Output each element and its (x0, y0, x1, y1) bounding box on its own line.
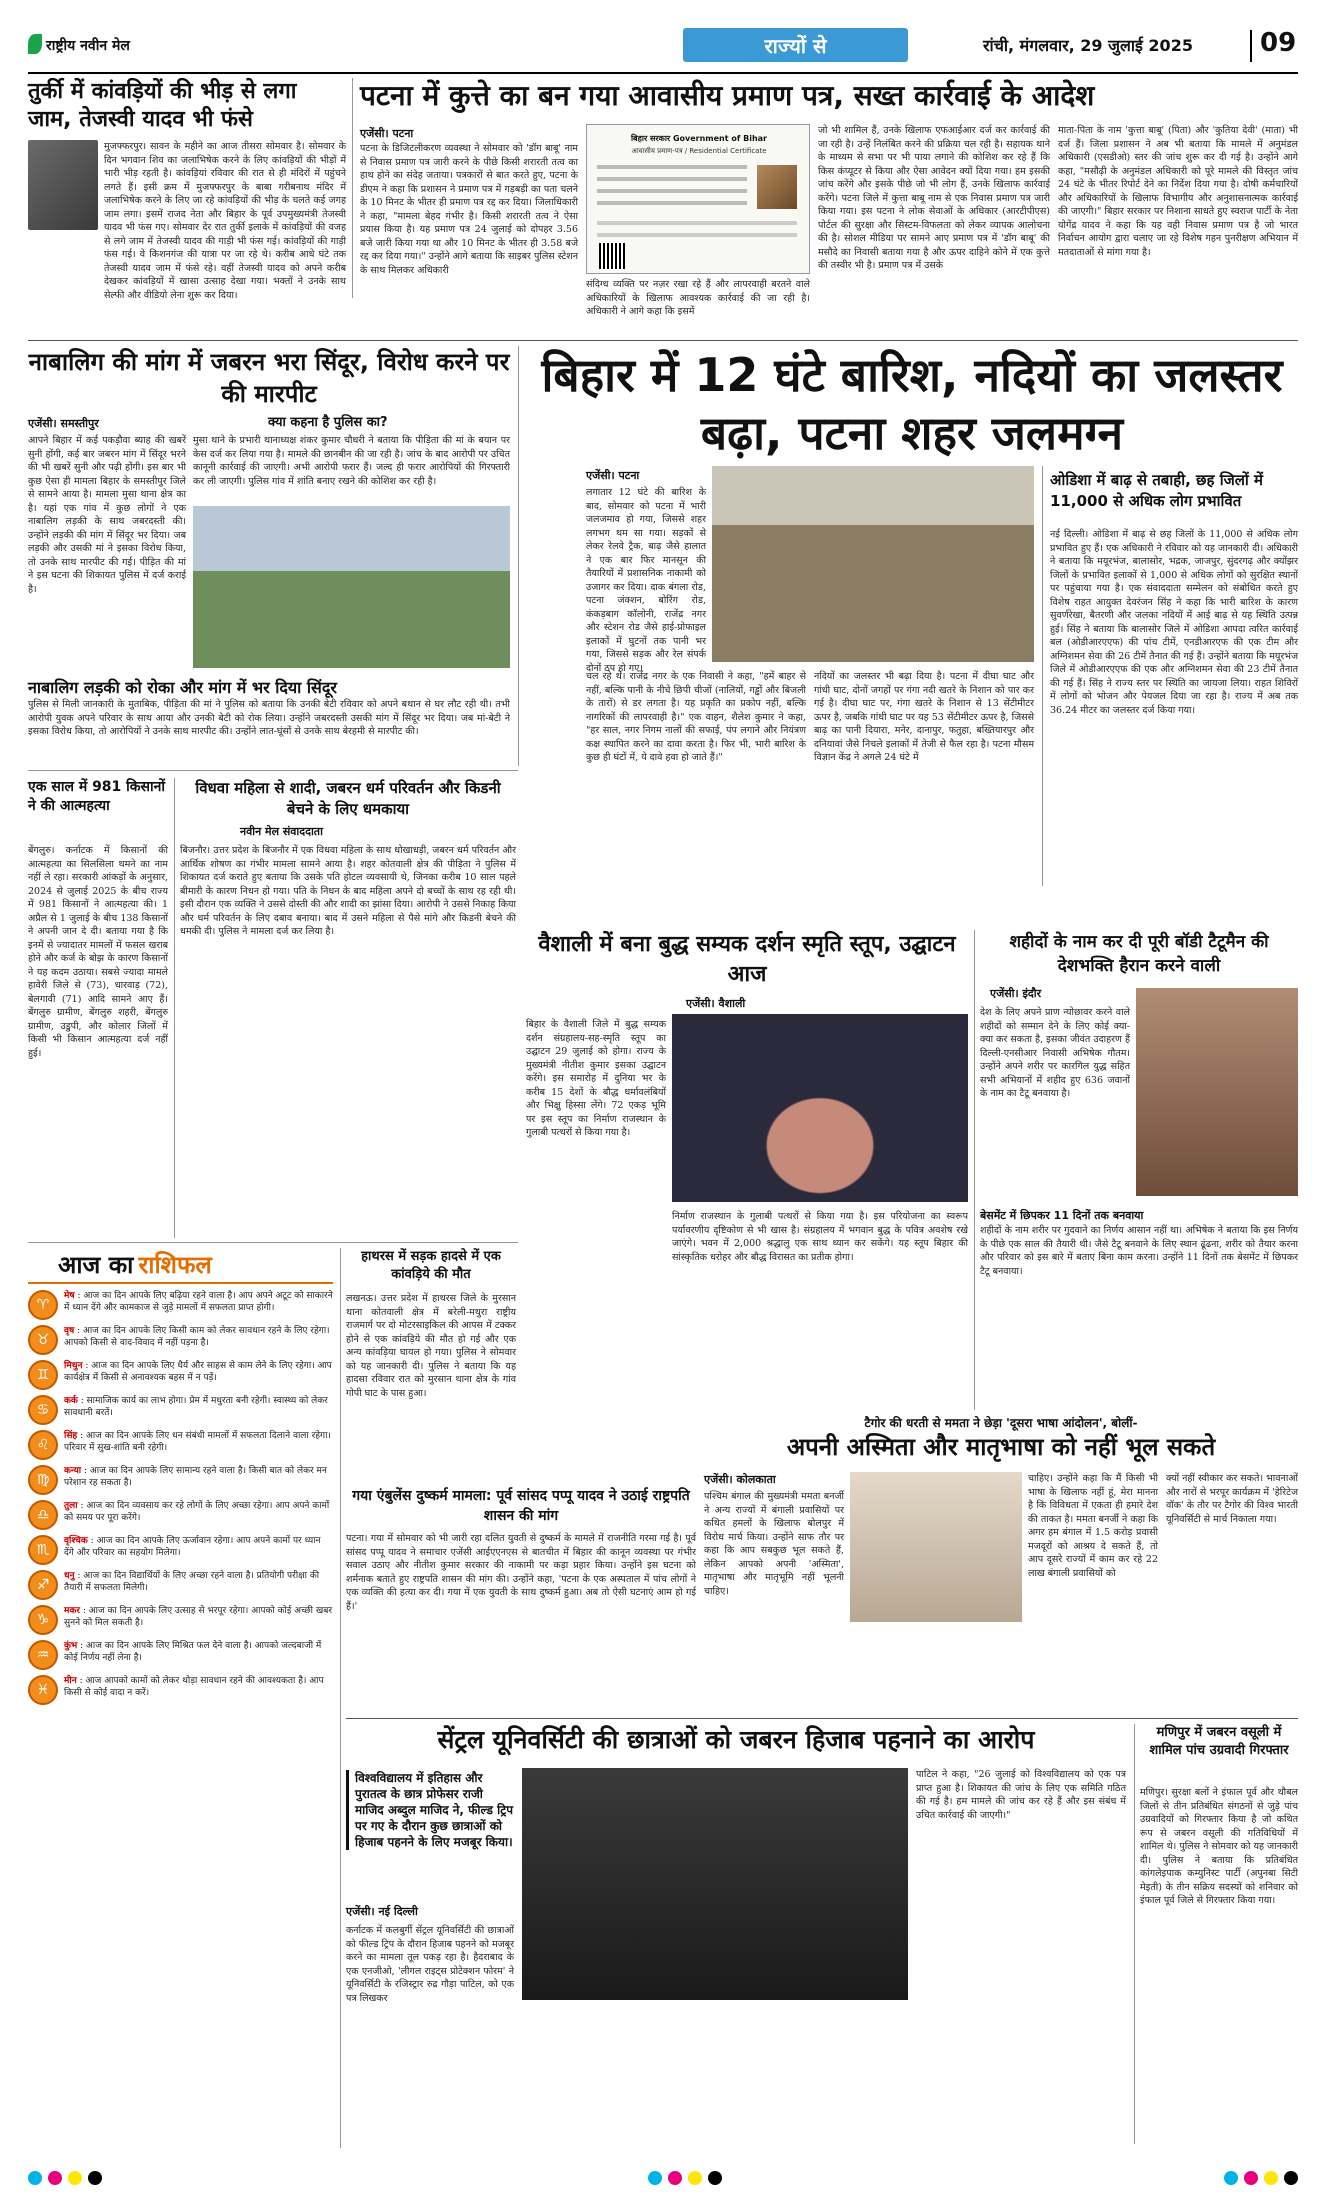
brand-name: राष्ट्रीय नवीन मेल (46, 38, 130, 54)
article-bihar-rain (526, 346, 1298, 926)
article-body: पटना। गया में सोमवार को भी जारी रहा दलित युवती से दुष्कर्म के मामले में राजनीति गरमा गई है। पूर्व सांसद पप्पू यादव ने समाचार एजेंसी आईएएनएस से बातचीत में बिहार की कानून व्यवस्था पर गंभीर सवाल उठाए और नीतीश कुमार सरकार की नाकामी पर कड़ा प्रहार किया। उन्होंने इस घटना को शर्मनाक बताते हुए राष्ट्रपति शासन की मांग की। उन्होंने कहा, 'पटना के एक अस्पताल में पांच लोगों ने एक व्यक्ति की हत्या कर दी। गया में एक युवती के साथ दुष्कर्म हुआ। अब तो ऐसी घटनाएं आम हो गई हैं।' (346, 1533, 696, 1612)
side-body: नई दिल्ली। ओडिशा में बाढ़ से छह जिलों के 11,000 से अधिक लोग प्रभावित हुए हैं। एक अधिकारी ने रविवार को यह जानकारी दी। अधिकारी ने बताया कि मयूरभंज, बालासोर, भद्रक, जाजपुर, सुंदरगढ़ और क्योंझर जिलों के प्रभावित इलाकों से 1,000 से अधिक लोगों को सुरक्षित स्थानों पर पहुंचाया गया है। एक संवाददाता सम्मेलन को संबोधित करते हुए विशेष राहत आयुक्त देवरंजन सिंह ने कहा कि भारी बारिश के कारण सुवर्णरेखा, बैतरणी और जलका नदियों में आई बाढ़ से यह स्थिति उत्पन्न हुई। सिंह ने बताया कि बालासोर जिले में ओडिशा आपदा त्वरित कार्रवाई बल (ओडीआरएएफ) की पांच टीमें, एनडीआरएफ की एक टीम और अग्निशमन सेवा की 26 टीमें तैनात की गई हैं। उन्होंने बताया कि मयूरभंज जिले में ओडीआरएएफ की एक और अग्निशमन सेवा की 23 टीमें तैनात की गई हैं। सिंह ने राज्य स्तर पर स्थिति का जायजा लिया। राहत शिविरों में लोगों को भोजन और पेयजल दिया जा रहा है। राज्य में अब तक 36.24 मीटर का जलस्तर दर्ज किया गया। (1050, 529, 1298, 716)
hijab-photo (522, 1768, 908, 2000)
article-body: मुजफ्फरपुर। सावन के महीने का आज तीसरा सोमवार है। सोमवार के दिन भगवान शिव का जलाभिषेक करने के लिए कांवड़ियों की भीड़ों में भारी भीड़ रहती है। कांवड़ियां रविवार की रात से ही मंदिरों में पहुंचने लगते हैं। इसी क्रम में मुजफ्फरपुर के बाबा गरीबनाथ मंदिर में जलाभिषेक करने के लिए जा रहे कांवड़ियों की भीड़ के चलते कई जगह जाम लगा। इसमें राजद नेता और बिहार के पूर्व उपमुख्यमंत्री तेजस्वी यादव भी फंस गए। सोमवार देर रात तुर्की इलाके में कांवड़ियों की वजह से लगे जाम में तेजस्वी यादव की गाड़ी भी फंस गई। कांवड़ियों की गाड़ी फंस गई। वे किशनगंज की यात्रा पर जा रहे थे। करीब आधे घंटे तक तेजस्वी यादव जाम में फंसे रहे। वहीं तेजस्वी यादव को अपने करीब देखकर कांवड़ियों में खासा उत्साह देखा गया। भक्तों ने उनके साथ सेल्फी और वीडियो लेना शुरू कर दिया। (104, 141, 346, 301)
zodiac-name: मीन (64, 1676, 77, 1686)
horoscope-text: तुला : आज का दिन व्यवसाय कर रहे लोगों के लिए अच्छा रहेगा। आप अपने कामों को समय पर पूरा करेंगे। (64, 1501, 330, 1523)
horoscope-item (28, 1570, 333, 1600)
horoscope-text: कन्या : आज का दिन आपके लिए सामान्य रहने वाला है। किसी बात को लेकर मन परेशान रह सकता है। (64, 1466, 327, 1488)
pull-quote: विश्वविद्यालय में इतिहास और पुरातत्व के छात्र प्रोफेसर राजी माजिद अब्दुल माजिद ने, फील्ड ट्रिप पर गए के दौरान कुछ छात्राओं को हिजाब पहनने के लिए मजबूर किया। (346, 1770, 514, 1850)
qr-code-icon (599, 243, 625, 269)
masthead (28, 22, 1298, 70)
article-dog-certificate (360, 78, 1298, 338)
article-headline: विधवा महिला से शादी, जबरन धर्म परिवर्तन और किडनी बेचने के लिए धमकाया (195, 779, 501, 818)
byline: एजेंसी। वैशाली (686, 997, 746, 1010)
byline: एजेंसी। समस्तीपुर (28, 417, 99, 430)
horoscope-text: वृश्चिक : आज का दिन आपके लिए ऊर्जावान रहेगा। आप अपने कामों पर ध्यान देंगे और परिवार का सहयोग मिलेगा। (64, 1536, 321, 1558)
horoscope-text: मेष : आज का दिन आपके लिए बढ़िया रहने वाला है। आप अपने अटूट को साकारने में ध्यान देंगे और कामकाज से जुड़े मामलों में सफलता प्राप्त होगी। (64, 1291, 333, 1313)
article-vaishali (526, 930, 968, 1410)
article-manipur (1140, 1724, 1298, 2144)
zodiac-name: कन्या (64, 1466, 82, 1476)
stupa-photo (672, 1014, 968, 1202)
zodiac-icon: ♎ (28, 1500, 58, 1530)
byline: एजेंसी। पटना (360, 127, 414, 140)
article-headline: एक साल में 981 किसानों ने की आत्महत्या (28, 779, 166, 814)
registration-mark-icon (648, 2171, 662, 2185)
article-headline: अपनी अस्मिता और मातृभाषा को नहीं भूल सकते (786, 1433, 1216, 1461)
zodiac-icon: ♈ (28, 1290, 58, 1320)
article-headline: सेंट्रल यूनिवर्सिटी की छात्राओं को जबरन हिजाब पहनाने का आरोप (437, 1725, 1035, 1754)
article-body: बिहार के वैशाली जिले में बुद्ध सम्यक दर्शन संग्रहालय-सह-स्मृति स्तूप का उद्घाटन 29 जुलाई को होगा। राज्य के मुख्यमंत्री नीतीश कुमार इसका उद्घाटन करेंगे। इस समारोह में दुनिया भर के करीब 15 देशों के बौद्ध धर्मावलंबियों और भिक्षु हिस्सा लेंगे। 72 एकड़ भूमि पर इस स्तूप का निर्माण राजस्थान के गुलाबी पत्थरों से किया गया है। (526, 1019, 666, 1138)
horoscope-item (28, 1290, 333, 1320)
article-mamata (704, 1414, 1298, 1714)
horoscope-body: आज का दिन आपके लिए सामान्य रहने वाला है। किसी बात को लेकर मन परेशान रह सकता है। (64, 1466, 327, 1488)
article-sindoor (28, 346, 510, 766)
article-farmers (28, 778, 168, 1238)
article-body: देश के लिए अपने प्राण न्योछावर करने वाले शहीदों को सम्मान देने के लिए कोई क्या-क्या कर सकता है, इसका जीवंत उदाहरण हैं दिल्ली-एनसीआर निवासी अभिषेक गौतम। उन्होंने अपने शरीर पर कारगिल युद्ध सहित सभी अभियानों में शहीद हुए 636 जवानों के नाम का टैटू बनवाया है। (980, 1007, 1130, 1099)
horoscope-body: आज आपको कामों को लेकर थोड़ा सावधान रहने की आवश्यकता है। आप किसी से कोई वादा न करें। (64, 1676, 324, 1698)
article-hathras (346, 1248, 516, 1478)
byline: एजेंसी। कोलकाता (704, 1473, 776, 1486)
zodiac-name: कर्क (64, 1396, 78, 1406)
horoscope-text: मिथुन : आज का दिन आपके लिए धैर्य और साहस से काम लेने के लिए रहेगा। आप कार्यक्षेत्र में किसी से अनावश्यक बहस में न पड़ें। (64, 1361, 332, 1383)
article-headline: शहीदों के नाम कर दी पूरी बॉडी टैटूमैन की देशभक्ति हैरान करने वाली (1009, 932, 1269, 976)
article-headline: बिहार में 12 घंटे बारिश, नदियों का जलस्तर बढ़ा, पटना शहर जलमग्न (541, 348, 1283, 460)
zodiac-name: कुंभ (64, 1641, 78, 1651)
side-headline: ओडिशा में बाढ़ से तबाही, छह जिलों में 11,000 से अधिक लोग प्रभावित (1050, 471, 1263, 510)
byline: एजेंसी। नई दिल्ली (346, 1905, 418, 1918)
horoscope-text: मकर : आज का दिन आपके लिए उत्साह से भरपूर रहेगा। आपको कोई अच्छी खबर सुनने को मिल सकती है। (64, 1606, 333, 1628)
horoscope-list (28, 1290, 333, 2140)
certificate-subtitle: आवासीय प्रमाण-पत्र / Residential Certificate (631, 147, 767, 155)
article-body: चल रहे थे। राजेंद्र नगर के एक निवासी ने कहा, "हमें बाहर से नहीं, बल्कि पानी के नीचे छिपी चीजों (नालियों, गड्ढों और बिजली के तारों) से डर लगता है। यह प्रकृति का प्रकोप नहीं, बल्कि नागरिकों की लापरवाही है।" एक वाहन, शैलेश कुमार ने कहा, "हर साल, नगर निगम नालों की सफाई, पंप लगाने और नियंत्रण कक्ष स्थापित करने का दावा करता है। फिर भी, भारी बारिश के कुछ ही घंटों में, ये दावे हवा हो जाते हैं।" (586, 671, 806, 763)
zodiac-name: सिंह (64, 1431, 78, 1441)
sub-heading: क्या कहना है पुलिस का? (268, 415, 388, 430)
horoscope-body: आज का दिन आपके लिए किसी काम को लेकर सावधान रहने के लिए रहेगा। आपको किसी से वाद-विवाद में नहीं पड़ना है। (64, 1326, 330, 1348)
article-headline: मणिपुर में जबरन वसूली में शामिल पांच उग्रवादी गिरफ्तार (1149, 1725, 1289, 1758)
zodiac-name: वृश्चिक (64, 1536, 88, 1546)
article-body: मुसा थाने के प्रभारी थानाध्यक्ष शंकर कुमार चौधरी ने बताया कि पीड़िता की मां के बयान पर केस दर्ज कर लिया गया है। मामले की छानबीन की जा रही है। जांच के बाद आरोपी पर उचित कानूनी कार्रवाई की जाएगी। अभी आरोपी फरार हैं। जल्द ही फरार आरोपियों की गिरफ्तारी कर ली जाएगी। पुलिस गांव में शांति बनाए रखने की कोशिश कर रही है। (193, 435, 510, 487)
horoscope-text: कुंभ : आज का दिन आपके लिए मिश्रित फल देने वाला है। आपको जल्दबाजी में कोई निर्णय नहीं लेना है। (64, 1641, 322, 1663)
article-body: शहीदों के नाम शरीर पर गुदवाने का निर्णय आसान नहीं था। अभिषेक ने बताया कि इस निर्णय के पीछे एक साल की तैयारी थी। जैसे टैटू बनवाने के लिए स्थान ढूंढना, शरीर को तैयार करना और परिवार को इस बारे में बताए बिना काम करना। उन्होंने 11 दिनों तक बेसमेंट में छिपकर टैटू बनवाया। (980, 1225, 1298, 1277)
article-body-continued: माता-पिता के नाम 'कुत्ता बाबू' (पिता) और 'कुतिया देवी' (माता) भी दर्ज हैं। जिला प्रशासन ने अब भी बताया कि मामले में अनुमंडल अधिकारी (एसडीओ) स्तर की जांच शुरू कर दी गई है। उन्होंने आगे कहा, "मसौढ़ी के अनुमंडल अधिकारी को पूरे मामले की विस्तृत जांच 24 घंटे के भीतर रिपोर्ट देने का निर्देश दिया गया है। दोषी कर्मचारियों और अधिकारियों के खिलाफ विभागीय और अनुशासनात्मक कार्रवाई की जाएगी।" बिहार सरकार पर निशाना साधते हुए स्वराज पार्टी के नेता योगेंद्र यादव ने कहा कि यह वही निवास प्रमाण पत्र है जो भारत निर्वाचन आयोग द्वारा चलाए जा रहे विशेष गहन पुनरीक्षण अभियान में मतदाताओं से मांगा गया है। (1058, 125, 1298, 258)
article-tattoo (980, 930, 1298, 1410)
article-body: चाहिए। उन्होंने कहा कि मैं किसी भी भाषा के खिलाफ नहीं हूं, मेरा मानना है कि विविधता में एकता ही हमारे देश की ताकत है। ममता बनर्जी ने कहा कि अगर हम बंगाल में 1.5 करोड़ प्रवासी मजदूरों को आश्रय दे सकते हैं, तो आप दूसरे राज्यों में काम कर रहे 22 लाख बंगाली प्रवासियों को (1028, 1473, 1158, 1579)
article-body: पुलिस से मिली जानकारी के मुताबिक, पीड़िता की मां ने पुलिस को बताया कि उनकी बेटी रविवार को अपने बथान से घर लौट रही थी। तभी आरोपी युवक अपने परिवार के साथ आया और उनकी बेटी को रोक लिया। उन्होंने जबरदस्ती उसकी मांग में सिंदूर भर दिया। जब मां-बेटी ने इसका विरोध किया, तो आरोपियों ने उनके साथ मारपीट की। उन्होंने लात-घूंसों से उनके साथ बेरहमी से मारपीट की। (28, 699, 510, 737)
article-body: पश्चिम बंगाल की मुख्यमंत्री ममता बनर्जी ने अन्य राज्यों में बंगाली प्रवासियों पर कथित हमलों के खिलाफ बोलपुर में विरोध मार्च किया। उन्होंने साफ तौर पर कहा कि आप सबकुछ भूल सकते हैं, लेकिन आपको अपनी 'अस्मिता', मातृभाषा और मातृभूमि नहीं भूलनी चाहिए। (704, 1491, 844, 1597)
zodiac-icon: ♋ (28, 1395, 58, 1425)
horoscope-text: सिंह : आज का दिन आपके लिए धन संबंधी मामलों में सफलता दिलाने वाला रहेगा। परिवार में सुख-शांति बनी रहेगी। (64, 1431, 331, 1453)
article-kanwar (28, 78, 346, 348)
page-number: 09 (1260, 28, 1297, 58)
article-body: मणिपुर। सुरक्षा बलों ने इंफाल पूर्व और थौबल जिलों से तीन प्रतिबंधित संगठनों से जुड़े पांच उग्रवादियों को गिरफ्तार किया है जो कथित रूप से जबरन वसूली की गतिविधियों में शामिल थे। पुलिस ने सोमवार को यह जानकारी दी। पुलिस ने बताया कि प्रतिबंधित कांगलेइपाक कम्युनिस्ट पार्टी (अपुनबा सिटी मेइती) के तीन सक्रिय सदस्यों को शनिवार को इंफाल पूर्व जिले से गिरफ्तार किया गया। (1140, 1787, 1298, 1906)
zodiac-name: मकर (64, 1606, 80, 1616)
brand-logo (28, 32, 178, 60)
article-gaya (346, 1486, 696, 1706)
tejashwi-photo (28, 140, 98, 230)
horoscope-item (28, 1640, 333, 1670)
horoscope-body: आज का दिन आपके लिए ऊर्जावान रहेगा। आप अपने कामों पर ध्यान देंगे और परिवार का सहयोग मिलेगा। (64, 1536, 321, 1558)
horoscope-item (28, 1500, 333, 1530)
article-headline: तुर्की में कांवड़ियों की भीड़ से लगा जाम, तेजस्वी यादव भी फंसे (28, 79, 297, 132)
article-widow (180, 778, 516, 1238)
horoscope-item (28, 1535, 333, 1565)
zodiac-icon: ♒ (28, 1640, 58, 1670)
zodiac-name: धनु (64, 1571, 75, 1581)
article-body: बिजनौर। उत्तर प्रदेश के बिजनौर में एक विधवा महिला के साथ धोखाधड़ी, जबरन धर्म परिवर्तन और आर्थिक शोषण का गंभीर मामला सामने आया है। शहर कोतवाली क्षेत्र की पीड़िता ने पुलिस में शिकायत दर्ज कराते हुए बताया कि उसके पति होटल व्यवसायी थे, जिनका करीब 10 साल पहले बीमारी के कारण निधन हो गया। पति के निधन के बाद महिला अपने दो बच्चों के साथ रह रही थी। इसी दौरान एक व्यक्ति ने उससे दोस्ती की और शादी का झांसा दिया। आरोपी ने उससे निकाह किया और धर्म परिवर्तन के लिए दबाव बनाया। बाद में उसने महिला से पैसे मांगे और किडनी बेचने की धमकी दी। पुलिस ने मामला दर्ज कर लिया है। (180, 845, 516, 937)
section-title: राज्यों से (764, 34, 827, 58)
registration-mark-icon (28, 2171, 42, 2185)
article-body-continued: संदिग्ध व्यक्ति पर नज़र रखा रहे हैं और लापरवाही बरतने वाले अधिकारियों के खिलाफ आवश्यक कार्रवाई की जा रही है। अधिकारी ने आगे कहा कि इसमें (586, 279, 810, 317)
sub-headline: नाबालिग लड़की को रोका और मांग में भर दिया सिंदूर (28, 678, 337, 697)
zodiac-icon: ♍ (28, 1465, 58, 1495)
horoscope-body: आज का दिन विद्यार्थियों के लिए अच्छा रहने वाला है। प्रतियोगी परीक्षा की तैयारी में सफलता मिलेगी। (64, 1571, 320, 1593)
zodiac-name: मेष (64, 1291, 75, 1301)
horoscope-item (28, 1430, 333, 1460)
police-photo (193, 506, 510, 668)
horoscope-body: आज का दिन आपके लिए धैर्य और साहस से काम लेने के लिए रहेगा। आप कार्यक्षेत्र में किसी से अनावश्यक बहस में न पड़ें। (64, 1361, 332, 1383)
registration-mark-icon (1224, 2171, 1238, 2185)
page-number-divider (1250, 30, 1252, 62)
horoscope-body: आज का दिन आपके लिए धन संबंधी मामलों में सफलता दिलाने वाला रहेगा। परिवार में सुख-शांति बनी रहेगी। (64, 1431, 331, 1453)
article-body: नदियों का जलस्तर भी बढ़ा दिया है। पटना में दीघा घाट और गांधी घाट, दोनों जगहों पर गंगा नदी खतरे के निशान को पार कर गई है। दीघा घाट पर, गंगा खतरे के निशान से 13 सेंटीमीटर ऊपर है, जबकि गांधी घाट पर यह 53 सेंटीमीटर ऊपर है, जिससे बाढ़ का पानी दियारा, मनेर, दानापुर, फतुहा, बख्तियारपुर और दनियावां जैसे निचले इलाकों में तेजी से फैल रहा है। पटना मौसम विज्ञान केंद्र ने अगले 24 घंटे में (814, 671, 1034, 763)
byline: एजेंसी। इंदौर (990, 987, 1042, 1000)
horoscope-body: आज का दिन आपके लिए उत्साह से भरपूर रहेगा। आपको कोई अच्छी खबर सुनने को मिल सकती है। (64, 1606, 333, 1628)
horoscope-body: सामाजिक कार्य का लाभ होगा। प्रेम में मधुरता बनी रहेगी। स्वास्थ्य को लेकर सावधानी बरतें। (64, 1396, 328, 1418)
article-headline: हाथरस में सड़क हादसे में एक कांवड़िये की मौत (361, 1249, 501, 1282)
horoscope-body: आज का दिन आपके लिए बढ़िया रहने वाला है। आप अपने अटूट को साकारने में ध्यान देंगे और कामकाज से जुड़े मामलों में सफलता प्राप्त होगी। (64, 1291, 333, 1313)
horoscope-item (28, 1325, 333, 1355)
article-hijab (346, 1724, 1126, 2144)
zodiac-name: वृष (64, 1326, 75, 1336)
zodiac-name: तुला (64, 1501, 78, 1511)
flood-photo (712, 466, 1034, 662)
horoscope-item (28, 1605, 333, 1635)
section-banner (683, 28, 908, 62)
certificate-title: बिहार सरकार Government of Bihar (630, 134, 768, 143)
zodiac-icon: ♐ (28, 1570, 58, 1600)
zodiac-name: मिथुन (64, 1361, 83, 1371)
article-body: लगातार 12 घंटे की बारिश के बाद, सोमवार को पटना में भारी जलजमाव हो गया, जिससे शहर लगभग थम सा गया। सड़कों से लेकर रेलवे ट्रैक, बाढ़ जैसे हालात ने एक बार फिर मानसून की तैयारियों में प्रशासनिक नाकामी को उजागर कर दिया। दाक बंगला रोड, पटना जंक्शन, बोरिंग रोड, कंकड़बाग कॉलोनी, राजेंद्र नगर और स्टेशन रोड जैसे हाई-प्रोफाइल इलाकों में घुटनों तक पानी भर गया, जिससे सड़क और रेल संपर्क दोनों ठप हो गए। (586, 487, 706, 674)
zodiac-icon: ♌ (28, 1430, 58, 1460)
dateline: रांची, मंगलवार, 29 जुलाई 2025 (983, 36, 1193, 55)
article-body: पाटिल ने कहा, "26 जुलाई को विश्वविद्यालय को एक पत्र प्राप्त हुआ है। शिकायत की जांच के लिए एक समिति गठित की गई है। हम मामले की जांच कर रहे हैं और इस संबंध में उचित कार्रवाई की जाएगी।" (916, 1769, 1126, 1821)
zodiac-icon: ♏ (28, 1535, 58, 1565)
horoscope-title: आज का राशिफल (28, 1248, 333, 1284)
zodiac-icon: ♉ (28, 1325, 58, 1355)
article-body: बेंगलुरु। कर्नाटक में किसानों की आत्महत्या का सिलसिला थमने का नाम नहीं ले रहा। सरकारी आंकड़ों के अनुसार, 2024 से जुलाई 2025 के बीच राज्य में 981 किसानों ने आत्महत्या की। 1 अप्रैल से 1 जुलाई के बीच 138 किसानों ने अपनी जान दे दी। बताया गया है कि इनमें से ज्यादातर मामलों में फसल खराब होने और कर्ज के बोझ के कारण किसानों ने यह कदम उठाया। सबसे ज्यादा मामले हावेरी जिले से (73), धारवाड़ (72), बेलगावी (71) आदि सामने आए हैं। बेंगलुरु ग्रामीण, बेंगलुरु शहरी, बेंगलुरु ग्रामीण, उडुपी, और कोलार जिलों में किसी भी किसान आत्महत्या दर्ज नहीं हुई। (28, 845, 168, 1059)
certificate-image (586, 124, 810, 274)
byline: एजेंसी। पटना (586, 469, 640, 482)
article-body: पटना के डिजिटलीकरण व्यवस्था ने सोमवार को 'डॉग बाबू' नाम से निवास प्रमाण पत्र जारी करने के पीछे किसी शरारती तत्व का हाथ होने का संदेह जताया। पत्रकारों से बात करते हुए, पटना के डीएम ने कहा कि प्रशासन ने प्रमाण पत्र में गड़बड़ी का पता चलने के 10 मिनट के भीतर ही प्रमाण पत्र रद्द कर दिया। जिलाधिकारी ने कहा, "मामला बेहद गंभीर है। किसी शरारती तत्व ने ऐसा प्रयास किया है। यह प्रमाण पत्र 24 जुलाई को दोपहर 3.56 बजे जारी किया गया था और 10 मिनट के भीतर ही 3.58 बजे रद्द कर दिया गया।" उन्होंने आगे बताया कि साइबर पुलिस स्टेशन के साथ मिलकर अधिकारी (360, 143, 578, 276)
article-body-continued: जो भी शामिल हैं, उनके खिलाफ एफआईआर दर्ज कर कार्रवाई की जा रही है। उन्हें निलंबित करने की प्रक्रिया चल रही है। सहायक थाने के माध्यम से सभा पर भी पाया लगाने की कोशिश कर रहे हैं कि किस कंप्यूटर से किया और ऐसा आवेदन क्यों दिया गया। हम इसकी जांच करेंगे और इसके पीछे जो भी लोग हैं, उनके खिलाफ कार्रवाई करेंगे। पटना जिले में कुत्ता बाबू नाम से एक निवास प्रमाण पत्र जारी किया गया। इस पटना ने लोक सेवाओं के अधिकार (आरटीपीएस) पोर्टल की सुरक्षा और सिस्टम-विफलता को लेकर व्यापक आलोचना की है। सोशल मीडिया पर सामने आए प्रमाण पत्र में 'डॉग बाबू' की मसौदे का निवासी बताया गया है और ऊपर दाहिने कोने में एक कुत्ते की तस्वीर भी है। प्रमाण पत्र में उसके (818, 125, 1050, 271)
horoscope-text: मीन : आज आपको कामों को लेकर थोड़ा सावधान रहने की आवश्यकता है। आप किसी से कोई वादा न करें। (64, 1676, 324, 1698)
tattoo-photo (1136, 988, 1298, 1196)
article-body: क्यों नहीं स्वीकार कर सकते। भावनाओं और नारों से भरपूर कार्यक्रम में 'हेरिटेज वॉक' के तौर पर टैगोर की विश्व भारती यूनिवर्सिटी से मार्च निकाला गया। (1166, 1473, 1298, 1525)
header-rule (28, 72, 1298, 74)
print-color-bar (28, 2168, 1298, 2188)
horoscope-text: धनु : आज का दिन विद्यार्थियों के लिए अच्छा रहने वाला है। प्रतियोगी परीक्षा की तैयारी में सफलता मिलेगी। (64, 1571, 320, 1593)
byline: नवीन मेल संवाददाता (240, 825, 323, 838)
article-headline: वैशाली में बना बुद्ध सम्यक दर्शन स्मृति स्तूप, उद्घाटन आज (538, 932, 956, 987)
horoscope-item (28, 1465, 333, 1495)
horoscope-box (28, 1248, 333, 2148)
horoscope-text: वृष : आज का दिन आपके लिए किसी काम को लेकर सावधान रहने के लिए रहेगा। आपको किसी से वाद-विवाद में नहीं पड़ना है। (64, 1326, 330, 1348)
horoscope-text: कर्क : सामाजिक कार्य का लाभ होगा। प्रेम में मधुरता बनी रहेगी। स्वास्थ्य को लेकर सावधानी बरतें। (64, 1396, 328, 1418)
sub-heading: बेसमेंट में छिपकर 11 दिनों तक बनवाया (980, 1209, 1144, 1222)
horoscope-item (28, 1395, 333, 1425)
article-body: आपने बिहार में कई पकड़ौवा ब्याह की खबरें सुनी होंगी, कई बार जबरन मांग में सिंदूर भरने की भी खबरें सुनी और पढ़ी होंगी। इस बार भी कुछ ऐसा ही मामला बिहार के समस्तीपुर जिले से सामने आया है। मामला मुसा थाना क्षेत्र का है। यहां एक गांव में कुछ लोगों ने एक नाबालिग लड़की के साथ जबरदस्ती की। उन्होंने लड़की की मांग में सिंदूर भर दिया। जब लड़की और उसकी मां ने इसका विरोध किया, तो उनके साथ मारपीट की गई। पीड़ित की मां ने इस घटना की शिकायत पुलिस में दर्ज कराई है। (28, 435, 186, 595)
zodiac-icon: ♊ (28, 1360, 58, 1390)
dog-photo (757, 165, 797, 209)
article-headline: गया एंबुलेंस दुष्कर्म मामला: पूर्व सांसद पप्पू यादव ने उठाई राष्ट्रपति शासन की मांग (352, 1488, 690, 1524)
horoscope-body: आज का दिन आपके लिए मिश्रित फल देने वाला है। आपको जल्दबाजी में कोई निर्णय नहीं लेना है। (64, 1641, 322, 1663)
horoscope-body: आज का दिन व्यवसाय कर रहे लोगों के लिए अच्छा रहेगा। आप अपने कामों को समय पर पूरा करेंगे। (64, 1501, 330, 1523)
mamata-photo (850, 1472, 1022, 1622)
article-body: निर्माण राजस्थान के गुलाबी पत्थरों से किया गया है। इस परियोजना का स्वरूप पर्यावरणीय दृष्टिकोण से भी खास है। संग्रहालय में भगवान बुद्ध के पवित्र अवशेष रखे जाएंगे। भवन में 2,000 श्रद्धालु एक साथ ध्यान कर सकेंगे। यह स्तूप बिहार की सांस्कृतिक धरोहर और बौद्ध विरासत का प्रतीक होगा। (672, 1211, 968, 1263)
horoscope-item (28, 1360, 333, 1390)
article-headline: नाबालिग की मांग में जबरन भरा सिंदूर, विरोध करने पर की मारपीट (28, 348, 510, 408)
article-headline: पटना में कुत्ते का बन गया आवासीय प्रमाण पत्र, सख्त कार्रवाई के आदेश (360, 79, 1095, 112)
article-body: कर्नाटक में कलबुर्गी सेंट्रल यूनिवर्सिटी की छात्राओं को फील्ड ट्रिप के दौरान हिजाब पहनने को मजबूर करने का मामला तूल पकड़ रहा है। हैदराबाद के एक एनजीओ, 'लीगल राइट्स प्रोटेक्शन फोरम' ने यूनिवर्सिटी के रजिस्ट्रार रुद्र गौड़ा पाटिल, को एक पत्र लिखकर (346, 1925, 514, 2004)
article-body: लखनऊ। उत्तर प्रदेश में हाथरस जिले के मुरसान थाना कोतवाली क्षेत्र में बरेली-मथुरा राष्ट्रीय राजमार्ग पर दो मोटरसाइकिल की आपस में टक्कर होने से एक कांवड़िये की मौत हो गई और एक अन्य कांवड़िया घायल हो गया। पुलिस ने सोमवार को यह जानकारी दी। पुलिस ने बताया कि यह हादसा रविवार रात को मुरसान थाना क्षेत्र के गांव गोपी घाट के पास हुआ। (346, 1293, 516, 1399)
zodiac-icon: ♓ (28, 1675, 58, 1705)
horoscope-item (28, 1675, 333, 1705)
leaf-icon (28, 34, 42, 54)
kicker: टैगोर की धरती से ममता ने छेड़ा 'दूसरा भाषा आंदोलन', बोलीं- (864, 1416, 1138, 1430)
zodiac-icon: ♑ (28, 1605, 58, 1635)
